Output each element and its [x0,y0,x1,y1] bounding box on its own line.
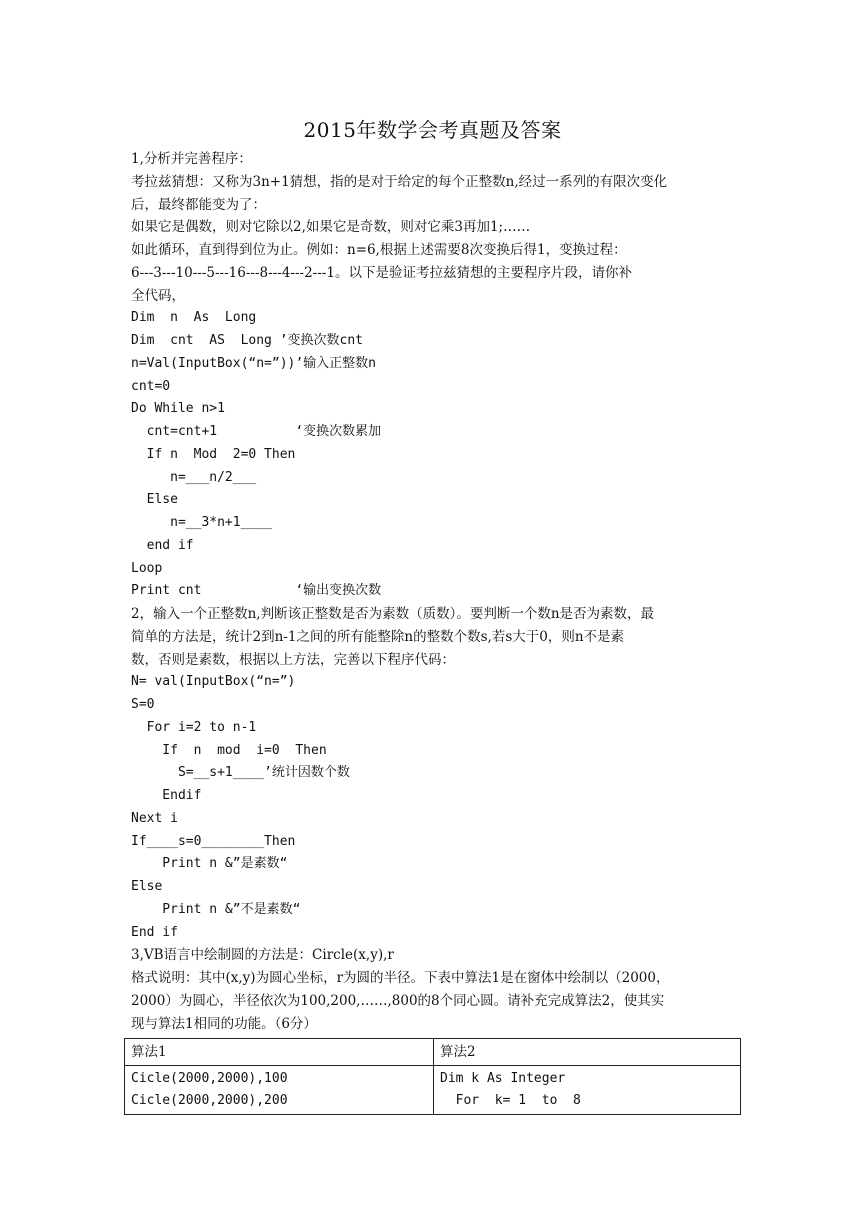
code-line: N= val(InputBox(“n=”) [131,674,296,690]
table-header-row [125,1039,741,1066]
code-line: Print n &”不是素数“ [131,901,301,917]
code-line: S=0 [131,697,155,712]
table-row [125,1066,741,1115]
code-line: n=__3*n+1____ [131,515,272,530]
code-line: If____s=0________Then [131,833,296,849]
algorithm-table [124,1038,741,1115]
table-cell-algorithm-1 [125,1066,434,1115]
text-line: 2000）为圆心，半径依次为100,200,……,800的8个同心圆。请补充完成算法2，使其实 [131,992,665,1009]
text-line: 如果它是偶数，则对它除以2,如果它是奇数，则对它乘3再加1;…… [131,219,531,236]
code-line: For i=2 to n-1 [131,719,257,735]
code-line: n=___n/2___ [131,469,257,485]
code-line: Else [131,879,163,894]
text-line: 格式说明：其中(x,y)为圆心坐标，r为圆的半径。下表中算法1是在窗体中绘制以（2000， [131,970,670,986]
text-line: 2，输入一个正整数n,判断该正整数是否为素数（质数）。要判断一个数n是否为素数，最 [131,606,655,622]
code-line: Next i [131,810,178,826]
text-line: 3,VB语言中绘制圆的方法是：Circle(x,y),r [131,947,394,964]
text-line: 后，最终都能变为了： [131,196,266,213]
code-line: S=__s+1____’统计因数个数 [131,765,350,781]
table-header-cell: 算法2 [434,1039,741,1066]
table-header-cell: 算法1 [125,1039,434,1066]
code-line: If n Mod 2=0 Then [131,446,296,462]
code-line: cnt=0 [131,378,171,394]
code-line: For k= 1 to 8 [440,1093,581,1108]
text-line: 考拉兹猜想：又称为3n+1猜想，指的是对于给定的每个正整数n,经过一系列的有限次变化 [131,173,668,190]
table-cell-algorithm-2 [434,1066,741,1115]
text-line: 简单的方法是，统计2到n-1之间的所有能整除n的整数个数s,若s大于0，则n不是素 [131,628,625,645]
code-line: If n mod i=0 Then [131,742,327,758]
code-line: Cicle(2000,2000),200 [131,1093,288,1108]
code-line: end if [131,537,194,553]
code-line: Else [131,492,178,508]
code-line: End if [131,924,178,940]
code-line: Dim n As Long [131,310,257,326]
code-line: Do While n>1 [131,401,225,417]
code-line: n=Val(InputBox(“n=”))’输入正整数n [131,355,377,371]
code-line: cnt=cnt+1 ‘变换次数累加 [131,424,382,439]
code-line: Dim k As Integer [440,1071,566,1086]
text-line: 6---3---10---5---16---8---4---2---1。以下是验证考拉兹猜想的主要程序片段，请你补 [131,264,632,281]
text-line: 全代码， [131,287,185,304]
text-line: 数，否则是素数，根据以上方法，完善以下程序代码： [131,651,455,668]
code-line: Print n &”是素数“ [131,856,288,872]
code-line: Dim cnt AS Long ’变换次数cnt [131,333,364,348]
code-line: Loop [131,560,163,576]
text-line: 现与算法1相同的功能。（6分） [131,1015,317,1032]
code-line: Print cnt ‘输出变换次数 [131,583,382,599]
text-line: 如此循环，直到得到位为止。例如：n=6,根据上述需要8次变换后得1，变换过程： [131,242,627,258]
code-line: Endif [131,788,202,803]
text-line: 1,分析并完善程序： [131,151,252,167]
code-line: Cicle(2000,2000),100 [131,1071,288,1086]
page-title: 2015年数学会考真题及答案 [303,118,562,142]
